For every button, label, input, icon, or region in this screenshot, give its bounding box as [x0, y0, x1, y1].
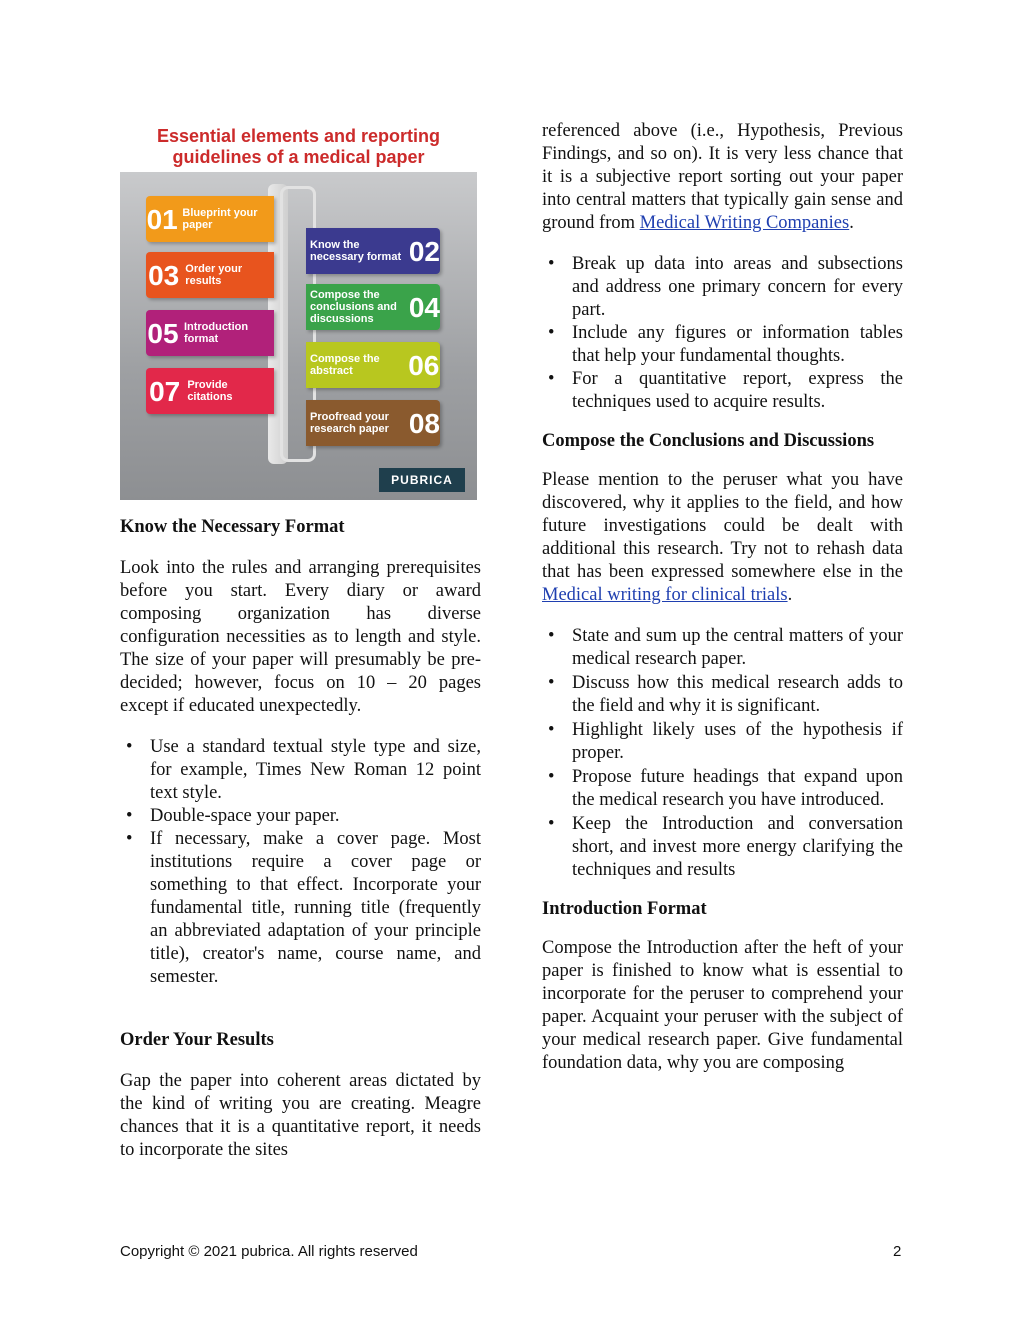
heading-conclusions: Compose the Conclusions and Discussions	[542, 431, 875, 451]
infographic-panel	[120, 172, 477, 500]
infographic-step-03: 03 Order your results	[146, 252, 274, 298]
pubrica-logo: PUBRICA	[379, 468, 465, 492]
infographic-step-08: 08 Proofread your research paper	[306, 400, 440, 446]
list-item: • State and sum up the central matters of your medical research paper.	[542, 625, 903, 671]
paragraph-continued: referenced above (i.e., Hypothesis, Previous Findings, and so on). It is very less chance that it is a subjective report sorting out your paper into central matters that typically gain sense and ground from Medical Writing Companies.	[542, 121, 903, 233]
heading-know-format: Know the Necessary Format	[120, 517, 345, 537]
infographic-step-04: 04 Compose the conclusions and discussions	[306, 284, 440, 330]
paragraph-conclusions: Please mention to the peruser what you have discovered, why it applies to the field, and how future investigations could be dealt with additional this research. Try not to rehash data that has been expressed somewhere else in the Medical writing for clinical trials.	[542, 470, 903, 605]
infographic-step-02: 02 Know the necessary format	[306, 228, 440, 274]
left-column	[120, 112, 481, 1162]
footer-page-number: 2	[893, 1243, 902, 1260]
infographic-step-05: 05 Introduction format	[146, 310, 274, 356]
list-item: • Propose future headings that expand upon the medical research you have introduced.	[542, 766, 903, 812]
infographic-step-01: 01 Blueprint your paper	[146, 196, 274, 242]
footer-copyright: Copyright © 2021 pubrica. All rights reserved	[120, 1243, 418, 1260]
list-item: • Highlight likely uses of the hypothesis if proper.	[542, 719, 903, 765]
infographic-title: Essential elements and reporting guidelines of a medical paper	[156, 126, 441, 167]
infographic-step-06: 06 Compose the abstract	[306, 342, 440, 388]
link-medical-writing-clinical-trials[interactable]: Medical writing for clinical trials	[542, 585, 788, 605]
heading-introduction: Introduction Format	[542, 899, 707, 919]
infographic-figure	[120, 112, 477, 500]
list-item: • Double-space your paper.	[120, 805, 481, 828]
paragraph-know-format: Look into the rules and arranging prerequisites before you start. Every diary or award composing organization has diverse configuration necessities as to length and style. The size of your paper will presumably be pre-decided; however, focus on 10 – 20 pages except if educated unexpectedly.	[120, 558, 481, 716]
list-item: • Discuss how this medical research adds to the field and why it is significant.	[542, 672, 903, 718]
list-item: • If necessary, make a cover page. Most institutions require a cover page or something to that effect. Incorporate your fundamental title, running title (frequently an abbreviated adaptation of your principle title), creator's name, course name, and semester.	[120, 828, 481, 989]
link-medical-writing-companies[interactable]: Medical Writing Companies	[639, 213, 850, 233]
list-item: • Keep the Introduction and conversation short, and invest more energy clarifying the techniques and results	[542, 813, 903, 882]
bullet-list-conclusions	[542, 625, 903, 882]
bullet-list-results	[542, 253, 903, 414]
list-item: • Break up data into areas and subsections and address one primary concern for every part.	[542, 253, 903, 322]
list-item: • Include any figures or information tables that help your fundamental thoughts.	[542, 322, 903, 368]
right-column	[542, 120, 903, 1075]
bullet-list-format	[120, 736, 481, 989]
heading-order-results: Order Your Results	[120, 1030, 274, 1050]
list-item: • For a quantitative report, express the techniques used to acquire results.	[542, 368, 903, 414]
infographic-step-07: 07 Provide citations	[146, 368, 274, 414]
paragraph-introduction: Compose the Introduction after the heft of your paper is finished to know what is essential to incorporate for the peruser to comprehend your paper. Acquaint your peruser with the subject of your medical research paper. Give fundamental foundation data, why you are composing	[542, 938, 903, 1073]
list-item: • Use a standard textual style type and size, for example, Times New Roman 12 point text style.	[120, 736, 481, 805]
paragraph-order-results: Gap the paper into coherent areas dictated by the kind of writing you are creating. Meagre chances that it is a quantitative report, it needs to incorporate the sites	[120, 1071, 481, 1160]
